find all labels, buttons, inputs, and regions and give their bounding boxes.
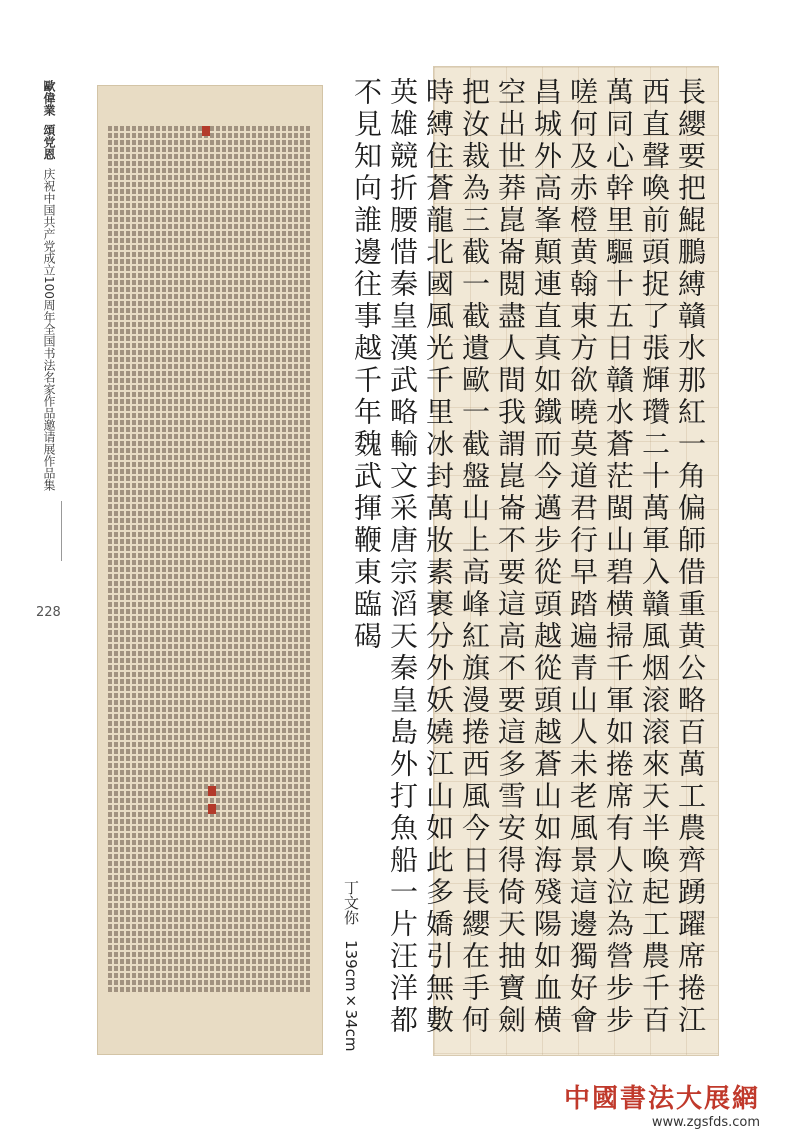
artwork-dimensions: 139cm×34cm: [342, 939, 360, 1052]
watermark-brand: 中國書法大展網: [563, 1084, 760, 1114]
seal-icon: [208, 786, 216, 796]
artwork-full-text-texture: [108, 126, 312, 994]
seal-icon: [208, 804, 216, 814]
artwork-full-image: [97, 85, 323, 1055]
seal-icon: [202, 126, 210, 136]
site-watermark: [564, 1078, 760, 1130]
side-caption: [36, 80, 62, 640]
page-number: 228: [36, 605, 61, 620]
caption-rule: [61, 501, 62, 561]
caption-editor: 頌党恩: [42, 124, 56, 160]
caption-title: 庆祝中国共产党成立100周年全国书法名家作品邀请展作品集: [42, 168, 56, 491]
artist-name: 丁文你: [342, 880, 360, 925]
calligraphy-text: 長纓要把鯤鵬縛贛水那紅一角偏師借重黄公略百萬工農齊踴躍席捲江西直聲喚前頭捉了張輝瓚二十萬軍入贛風烟滚滚來天半喚起工農千百萬同心幹里驅十五日贛水蒼茫閩山碧横掃千軍如捲席有人泣為營步步嗟何及赤橙黄翰東方欲曉莫道君行早踏遍青山人未老風景這邊獨好會昌城外高峯顛連直真如鐵而今邁步從頭越從頭越蒼山如海殘陽如血横空出世莽崑崙閲盡人間我謂崑崙不要這高不要這多雪安得倚天抽寶劍把汝裁為三截一截遺歐一截盤山上高峰紅旗漫捲西風今日長纓在手何時縛住蒼龍北國風光千里冰封萬妝素裹分外妖嬈江山如此多嬌引無數英雄競折腰惜秦皇漢武略輸文采唐宗滔天秦皇島外打魚船一片汪洋都不見知向誰邊往事越千年魏武揮鞭東臨碣: [350, 77, 707, 1037]
watermark-url: www.zgsfds.com: [651, 1115, 760, 1130]
caption-author: 歐偉業: [42, 80, 56, 116]
